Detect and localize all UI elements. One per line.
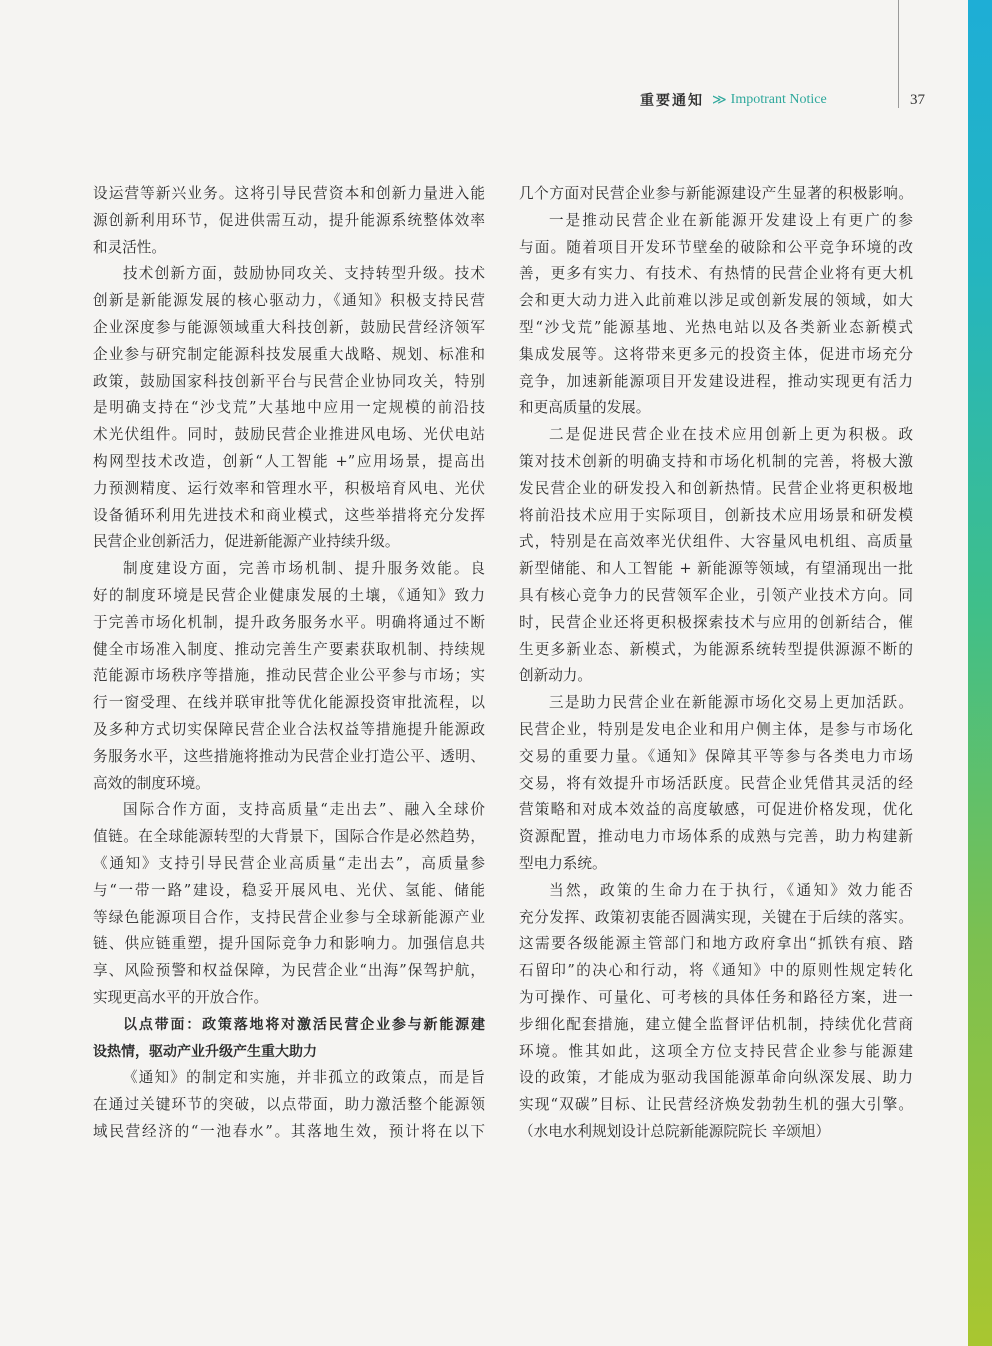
text-line: 设备循环利用先进技术和商业模式，这些举措将充分发挥 [93, 506, 485, 524]
text-line: 交易的重要力量。《通知》保障其平等参与各类电力市场 [519, 747, 913, 765]
text-line: 术光伏组件。同时，鼓励民营企业推进风电场、光伏电站 [93, 426, 485, 444]
text-line: 和灵活性。 [93, 238, 166, 256]
text-line: 范能源市场秩序等措施，推动民营企业公平参与市场；实 [93, 667, 485, 685]
text-line: 发民营企业的研发投入和创新热情。民营企业将更积极地 [519, 479, 913, 497]
text-line: 设的政策，才能成为驱动我国能源革命向纵深发展、助力 [519, 1069, 913, 1087]
text-line: 值链。在全球能源转型的大背景下，国际合作是必然趋势， [93, 828, 485, 846]
text-line: 域民营经济的“一池春水”。其落地生效，预计将在以下 [93, 1122, 485, 1140]
text-line: 等绿色能源项目合作，支持民营企业参与全球新能源产业 [93, 908, 485, 926]
text-line: 一是推动民营企业在新能源开发建设上有更广的参 [549, 211, 913, 229]
text-line: 链、供应链重塑，提升国际竞争力和影响力。加强信息共 [93, 935, 485, 953]
text-line: 时，民营企业还将更积极探索技术与应用的创新结合，催 [519, 613, 913, 631]
text-line: 及多种方式切实保障民营企业合法权益等措施提升能源政 [93, 720, 485, 738]
header-divider-line [898, 0, 899, 108]
text-line: 创新是新能源发展的核心驱动力，《通知》积极支持民营 [93, 292, 485, 310]
text-line: 石留印”的决心和行动，将《通知》中的原则性规定转化 [519, 962, 913, 980]
text-line: 好的制度环境是民营企业健康发展的土壤，《通知》致力 [93, 586, 485, 604]
text-line: 型电力系统。 [519, 854, 607, 872]
text-line: 民营企业，特别是发电企业和用户侧主体，是参与市场化 [519, 720, 913, 738]
right-column [519, 181, 913, 1146]
text-line: 为可操作、可量化、可考核的具体任务和路径方案，进一 [519, 988, 913, 1006]
text-line: 政策，鼓励国家科技创新平台与民营企业协同攻关，特别 [93, 372, 485, 390]
text-line: 步细化配套措施，建立健全监督评估机制，持续优化营商 [519, 1015, 913, 1033]
text-line: 三是助力民营企业在新能源市场化交易上更加活跃。 [549, 694, 913, 712]
text-line: 务服务水平，这些措施将推动为民营企业打造公平、透明、 [93, 747, 485, 765]
text-line: 实现更高水平的开放合作。 [93, 988, 269, 1006]
text-line: 制度建设方面，完善市场机制、提升服务效能。良 [123, 560, 485, 578]
text-line: （水电水利规划设计总院新能源院院长 辛颂旭） [519, 1122, 831, 1140]
text-line: 生更多新业态、新模式，为能源系统转型提供源源不断的 [519, 640, 913, 658]
section-title-en: Impotrant Notice [730, 92, 827, 107]
text-line: 是明确支持在“沙戈荒”大基地中应用一定规模的前沿技 [93, 399, 485, 417]
page-header [640, 88, 827, 112]
text-line: 策对技术创新的明确支持和市场化机制的完善，将极大激 [519, 452, 913, 470]
text-line: 二是促进民营企业在技术应用创新上更为积极。政 [549, 426, 913, 444]
text-line: 在通过关键环节的突破，以点带面，助力激活整个能源领 [93, 1096, 485, 1114]
text-line: 善，更多有实力、有技术、有热情的民营企业将有更大机 [519, 265, 913, 283]
text-line: 与“一带一路”建设，稳妥开展风电、光伏、氢能、储能 [93, 881, 485, 899]
text-line: 当然，政策的生命力在于执行，《通知》效力能否 [549, 881, 913, 899]
section-title-cn: 重要通知 [640, 93, 704, 109]
text-line: 行一窗受理、在线并联审批等优化能源投资审批流程，以 [93, 694, 485, 712]
text-line: 将前沿技术应用于实际项目，创新技术应用场景和研发模 [519, 506, 913, 524]
text-line: 构网型技术改造，创新“人工智能 +”应用场景，提高出 [93, 452, 485, 470]
text-line: 源创新利用环节，促进供需互动，提升能源系统整体效率 [93, 211, 485, 229]
text-line: 这需要各级能源主管部门和地方政府拿出“抓铁有痕、踏 [519, 935, 913, 953]
double-chevron-icon: ≫ [712, 92, 727, 108]
text-line: 创新动力。 [519, 667, 592, 685]
text-line: 会和更大动力进入此前难以涉足或创新发展的领域，如大 [519, 292, 913, 310]
text-line: 国际合作方面，支持高质量“走出去”、融入全球价 [123, 801, 485, 819]
text-line: 《通知》支持引导民营企业高质量“走出去”，高质量参 [93, 854, 485, 872]
text-line: 型“沙戈荒”能源基地、光热电站以及各类新业态新模式 [519, 318, 913, 336]
text-line: 营策略和对成本效益的高度敏感，可促进价格发现，优化 [519, 801, 913, 819]
text-line: 和更高质量的发展。 [519, 399, 651, 417]
page-number: 37 [910, 92, 925, 108]
text-line: 具有核心竞争力的民营领军企业，引领产业技术方向。同 [519, 586, 913, 604]
text-line: 新型储能、和人工智能 + 新能源等领域，有望涌现出一批 [519, 560, 913, 578]
section-heading-line: 以点带面：政策落地将对激活民营企业参与新能源建 [123, 1016, 485, 1033]
text-line: 资源配置，推动电力市场体系的成熟与完善，助力构建新 [519, 828, 913, 846]
text-line: 与面。随着项目开发环节壁垒的破除和公平竞争环境的改 [519, 238, 913, 256]
text-line: 于完善市场化机制，提升政务服务水平。明确将通过不断 [93, 613, 485, 631]
text-line: 实现“双碳”目标、让民营经济焕发勃勃生机的强大引擎。 [519, 1096, 913, 1114]
text-line: 交易，将有效提升市场活跃度。民营企业凭借其灵活的经 [519, 774, 913, 792]
text-line: 环境。惟其如此，这项全方位支持民营企业参与能源建 [519, 1042, 913, 1060]
text-line: 民营企业创新活力，促进新能源产业持续升级。 [93, 533, 400, 551]
text-line: 企业深度参与能源领域重大科技创新，鼓励民营经济领军 [93, 318, 485, 336]
left-column [93, 181, 485, 1146]
text-line: 力预测精度、运行效率和管理水平，积极培育风电、光伏 [93, 479, 485, 497]
text-line: 企业参与研究制定能源科技发展重大战略、规划、标准和 [93, 345, 485, 363]
text-line: 技术创新方面，鼓励协同攻关、支持转型升级。技术 [123, 265, 485, 283]
text-line: 设运营等新兴业务。这将引导民营资本和创新力量进入能 [93, 185, 485, 202]
text-line: 几个方面对民营企业参与新能源建设产生显著的积极影响。 [519, 185, 913, 202]
text-line: 享、风险预警和权益保障，为民营企业“出海”保驾护航， [93, 962, 485, 980]
side-color-bar [968, 0, 992, 1346]
text-line: 式，特别是在高效率光伏组件、大容量风电机组、高质量 [519, 533, 913, 551]
text-line: 健全市场准入制度、推动完善生产要素获取机制、持续规 [93, 640, 485, 658]
text-line: 竞争，加速新能源项目开发建设进程，推动实现更有活力 [519, 372, 913, 390]
text-line: 《通知》的制定和实施，并非孤立的政策点，而是旨 [123, 1069, 485, 1087]
text-line: 充分发挥、政策初衷能否圆满实现，关键在于后续的落实。 [519, 908, 913, 926]
text-line: 集成发展等。这将带来更多元的投资主体，促进市场充分 [519, 345, 913, 363]
text-line: 高效的制度环境。 [93, 774, 210, 792]
section-heading-line: 设热情，驱动产业升级产生重大助力 [93, 1043, 317, 1060]
